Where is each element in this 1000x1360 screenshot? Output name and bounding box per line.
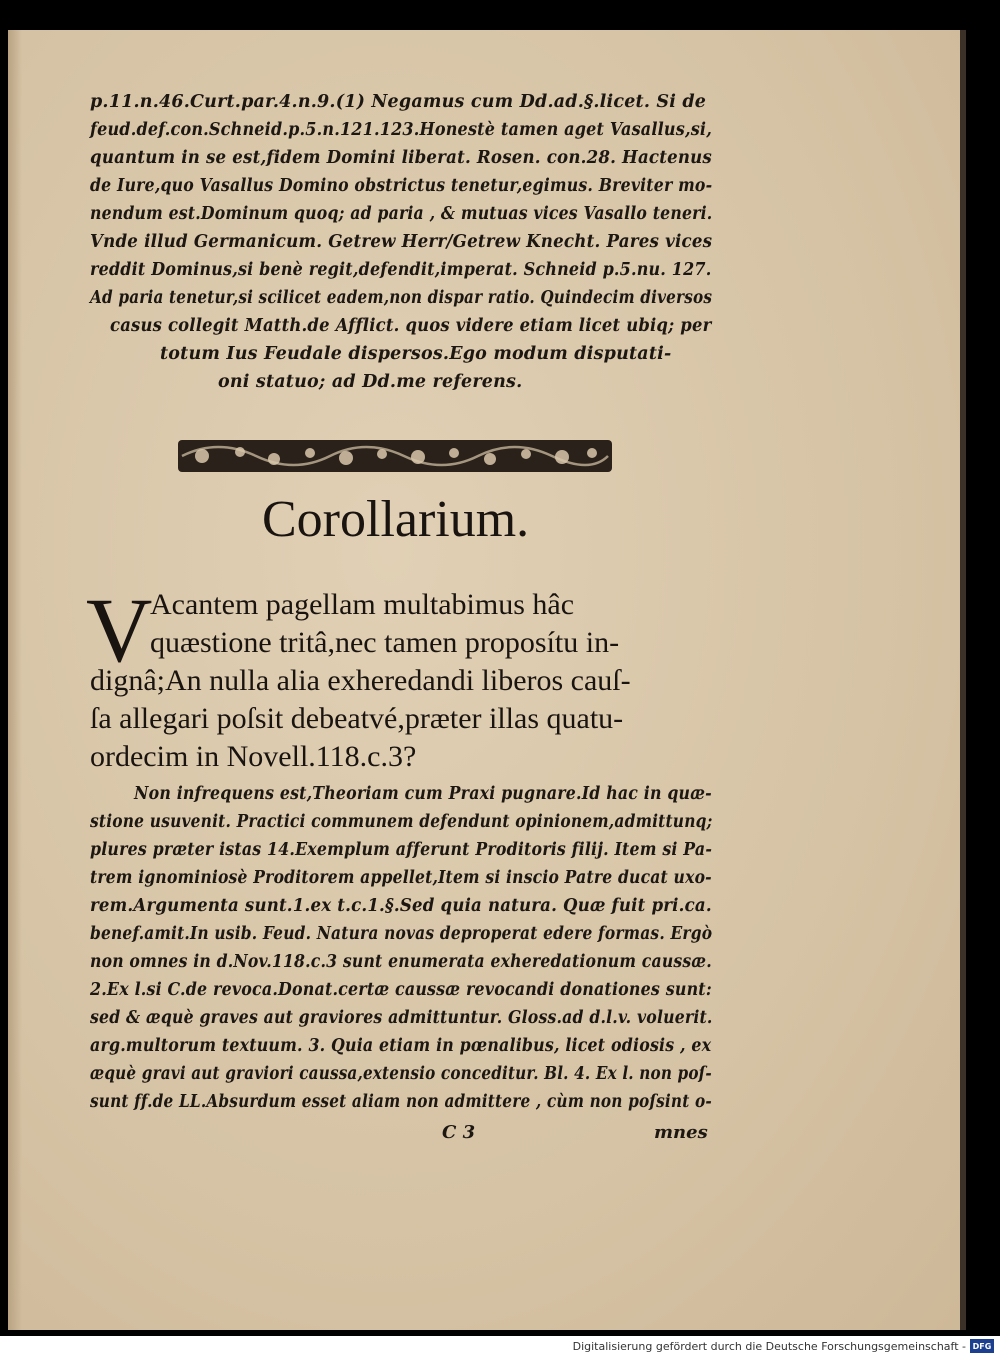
body-line: sed & æquè graves aut graviores admittuntur. Gloss.ad d.l.v. voluerit.: [90, 1008, 713, 1028]
question-line: dignâ;An nulla alia exheredandi liberos cauſ-: [90, 664, 631, 697]
decorative-ornament-band: [178, 432, 612, 480]
page-gutter-shadow: [8, 30, 22, 1330]
top-paragraph-line: Ad paria tenetur,si scilicet eadem,non dispar ratio. Quindecim diversos: [90, 288, 713, 308]
top-paragraph-line: quantum in se est,fidem Domini liberat. Rosen. con.28. Hactenus: [90, 148, 712, 168]
question-line: ordecim in Novell.118.c.3?: [90, 740, 417, 773]
top-paragraph-line: casus collegit Matth.de Afflict. quos videre etiam licet ubiq; per: [110, 316, 712, 336]
top-paragraph-line: feud.def.con.Schneid.p.5.n.121.123.Honestè tamen aget Vasallus,si,: [90, 120, 712, 140]
dfg-logo-icon: DFG: [970, 1339, 994, 1353]
footer-credit: Digitalisierung gefördert durch die Deutsche Forschungsgemeinschaft -: [572, 1340, 966, 1353]
top-paragraph-line: p.11.n.46.Curt.par.4.n.9.(1) Negamus cum Dd.ad.§.licet. Si de: [90, 92, 707, 112]
body-line: benef.amit.In usib. Feud. Natura novas deproperat edere formas. Ergò: [90, 924, 713, 944]
body-line: sunt ff.de LL.Absurdum esset aliam non admittere , cùm non poſsint o-: [90, 1092, 712, 1112]
page-edge: [960, 30, 966, 1330]
top-paragraph-line: nendum est.Dominum quoq; ad paria , & mutuas vices Vasallo teneri.: [90, 204, 713, 224]
body-line: trem ignominiosè Proditorem appellet,Item si inscio Patre ducat uxo-: [90, 868, 712, 888]
signature-mark: C 3: [442, 1122, 476, 1143]
drop-cap-letter: V: [86, 579, 153, 681]
body-line: arg.multorum textuum. 3. Quia etiam in pœnalibus, licet odiosis , ex: [90, 1036, 712, 1056]
top-paragraph-line: Vnde illud Germanicum. Getrew Herr/Getrew Knecht. Pares vices: [90, 232, 713, 252]
body-line: plures præter istas 14.Exemplum afferunt Proditoris filij. Item si Pa-: [90, 840, 713, 860]
question-line: ſa allegari poſsit debeatvé,præter illas quatu-: [90, 702, 624, 735]
catchword: mnes: [654, 1122, 708, 1143]
body-line: non omnes in d.Nov.118.c.3 sunt enumerata exheredationum caussæ.: [90, 952, 712, 972]
question-line: Acantem pagellam multabimus hâc: [150, 588, 575, 621]
section-title: Corollarium.: [262, 491, 530, 548]
body-line: 2.Ex l.si C.de revoca.Donat.certæ caussæ revocandi donationes sunt:: [90, 980, 712, 1000]
body-line: æquè gravi aut graviori caussa,extensio conceditur. Bl. 4. Ex l. non poſ-: [90, 1064, 712, 1084]
question-line: quæstione tritâ,nec tamen proposítu in-: [150, 626, 620, 659]
top-paragraph-line: totum Ius Feudale dispersos.Ego modum disputati-: [160, 344, 672, 364]
body-line: stione usuvenit. Practici communem defendunt opinionem,admittunq;: [90, 812, 713, 832]
body-line: Non infrequens est,Theoriam cum Praxi pugnare.Id hac in quæ-: [134, 784, 712, 804]
top-paragraph-line: de Iure,quo Vasallus Domino obstrictus tenetur,egimus. Breviter mo-: [90, 176, 713, 196]
top-paragraph-line: reddit Dominus,si benè regit,defendit,imperat. Schneid p.5.nu. 127.: [90, 260, 712, 280]
body-line: rem.Argumenta sunt.1.ex t.c.1.§.Sed quia natura. Quæ fuit pri.ca.: [90, 896, 712, 916]
top-paragraph-line: oni statuo; ad Dd.me referens.: [218, 372, 523, 392]
